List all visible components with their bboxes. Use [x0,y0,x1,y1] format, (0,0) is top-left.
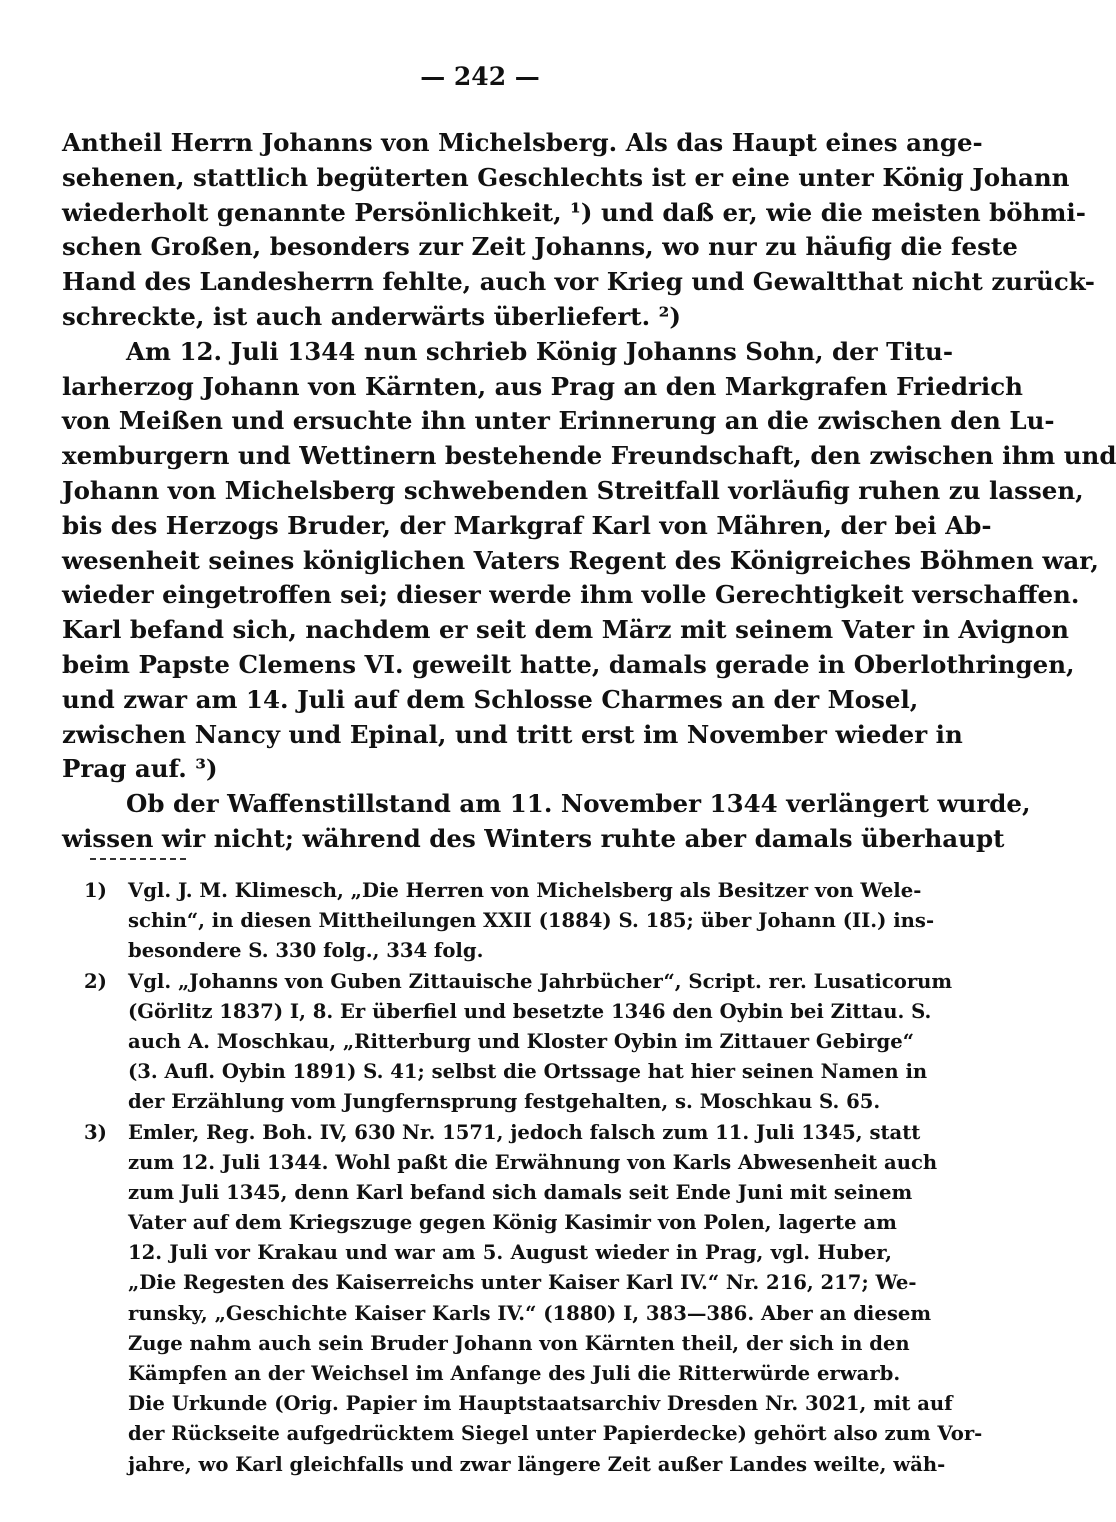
footnote-line: auch A. Moschkau, „Ritterburg und Kloster Oybin im Zittauer Gebirge“ [128,1029,914,1053]
text-line: wieder eingetroffen sei; dieser werde ihm volle Gerechtigkeit verschaffen. [62,580,1080,610]
footnote-line: zum Juli 1345, denn Karl befand sich damals seit Ende Juni mit seinem [128,1180,913,1204]
footnote-number: 1) [84,879,107,902]
text-line: von Meißen und ersuchte ihn unter Erinnerung an die zwischen den Lu- [62,406,1055,436]
footnote-line: Vgl. „Johanns von Guben Zittauische Jahrbücher“, Script. rer. Lusaticorum [128,969,953,993]
page-number: — 242 — [420,62,540,91]
text-line: sehenen, stattlich begüterten Geschlechts ist er eine unter König Johann [62,162,1070,192]
footnote-separator [90,858,186,860]
footnote-number: 3) [84,1120,107,1144]
footnote-line: Vater auf dem Kriegszuge gegen König Kasimir von Polen, lagerte am [128,1211,897,1235]
footnote-body [84,876,935,967]
text-line: Ob der Waffenstillstand am 11. November 1344 verlängert wurde, [126,789,1031,819]
text-line: wiederholt genannte Persönlichkeit, ¹) und daß er, wie die meisten böhmi- [62,197,1086,227]
footnote-line: besondere S. 330 folg., 334 folg. [128,939,484,963]
footnote-body [84,967,953,1118]
footnote-line: zum 12. Juli 1344. Wohl paßt die Erwähnung von Karls Abwesenheit auch [128,1150,938,1174]
text-line: beim Papste Clemens VI. geweilt hatte, damals gerade in Oberlothringen, [62,649,1075,679]
footnote-line: der Rückseite aufgedrücktem Siegel unter Papierdecke) gehört also zum Vor- [128,1422,983,1446]
footnote-line: Emler, Reg. Boh. IV, 630 Nr. 1571, jedoch falsch zum 11. Juli 1345, statt [128,1120,921,1144]
footnote-line: Die Urkunde (Orig. Papier im Hauptstaatsarchiv Dresden Nr. 3021, mit auf [128,1392,953,1416]
footnote [84,876,935,967]
text-line: Johann von Michelsberg schwebenden Streitfall vorläufig ruhen zu lassen, [62,475,1084,505]
footnote-line: jahre, wo Karl gleichfalls und zwar längere Zeit außer Landes weilte, wäh- [128,1452,946,1476]
footnote [84,967,953,1118]
footnote-line: Kämpfen an der Weichsel im Anfange des Juli die Ritterwürde erwarb. [128,1362,901,1385]
main-text [62,126,1116,857]
text-line: Am 12. Juli 1344 nun schrieb König Johanns Sohn, der Titu- [126,336,953,366]
text-line: larherzog Johann von Kärnten, aus Prag an den Markgrafen Friedrich [62,371,1023,401]
text-line: xemburgern und Wettinern bestehende Freundschaft, den zwischen ihm und [62,441,1116,471]
footnote-number: 2) [84,969,107,993]
footnote-line: (3. Aufl. Oybin 1891) S. 41; selbst die Ortssage hat hier seinen Namen in [128,1060,928,1084]
text-line: bis des Herzogs Bruder, der Markgraf Karl von Mähren, der bei Ab- [62,510,992,540]
footnote-line: 12. Juli vor Krakau und war am 5. August wieder in Prag, vgl. Huber, [128,1241,892,1265]
text-line: zwischen Nancy und Epinal, und tritt erst im November wieder in [62,719,963,749]
text-line: wissen wir nicht; während des Winters ruhte aber damals überhaupt [62,823,1005,853]
footnote-line: Vgl. J. M. Klimesch, „Die Herren von Michelsberg als Besitzer von Wele- [128,879,922,902]
footnote-line: „Die Regesten des Kaiserreichs unter Kaiser Karl IV.“ Nr. 216, 217; We- [128,1271,917,1295]
footnote-body [84,1118,983,1480]
footnote-line: Zuge nahm auch sein Bruder Johann von Kärnten theil, der sich in den [128,1331,910,1355]
footnote-line: der Erzählung vom Jungfernsprung festgehalten, s. Moschkau S. 65. [128,1090,881,1114]
footnote [84,1118,983,1480]
footnote-line: schin“, in diesen Mittheilungen XXII (1884) S. 185; über Johann (II.) ins- [128,909,935,933]
text-line: Prag auf. ³) [62,754,218,784]
text-line: Antheil Herrn Johanns von Michelsberg. Als das Haupt eines ange- [62,128,983,157]
footnote-line: (Görlitz 1837) I, 8. Er überfiel und besetzte 1346 den Oybin bei Zittau. S. [128,999,932,1023]
text-line: Hand des Landesherrn fehlte, auch vor Krieg und Gewaltthat nicht zurück- [62,267,1095,297]
footnote-line: runsky, „Geschichte Kaiser Karls IV.“ (1880) I, 383—386. Aber an diesem [128,1301,932,1325]
text-line: und zwar am 14. Juli auf dem Schlosse Charmes an der Mosel, [62,684,919,714]
text-line: schreckte, ist auch anderwärts überliefert. ²) [62,301,681,331]
text-line: schen Großen, besonders zur Zeit Johanns, wo nur zu häufig die feste [62,232,1018,262]
text-line: Karl befand sich, nachdem er seit dem März mit seinem Vater in Avignon [62,615,1069,645]
footnotes [84,876,983,1480]
text-line: wesenheit seines königlichen Vaters Regent des Königreiches Böhmen war, [62,545,1099,575]
